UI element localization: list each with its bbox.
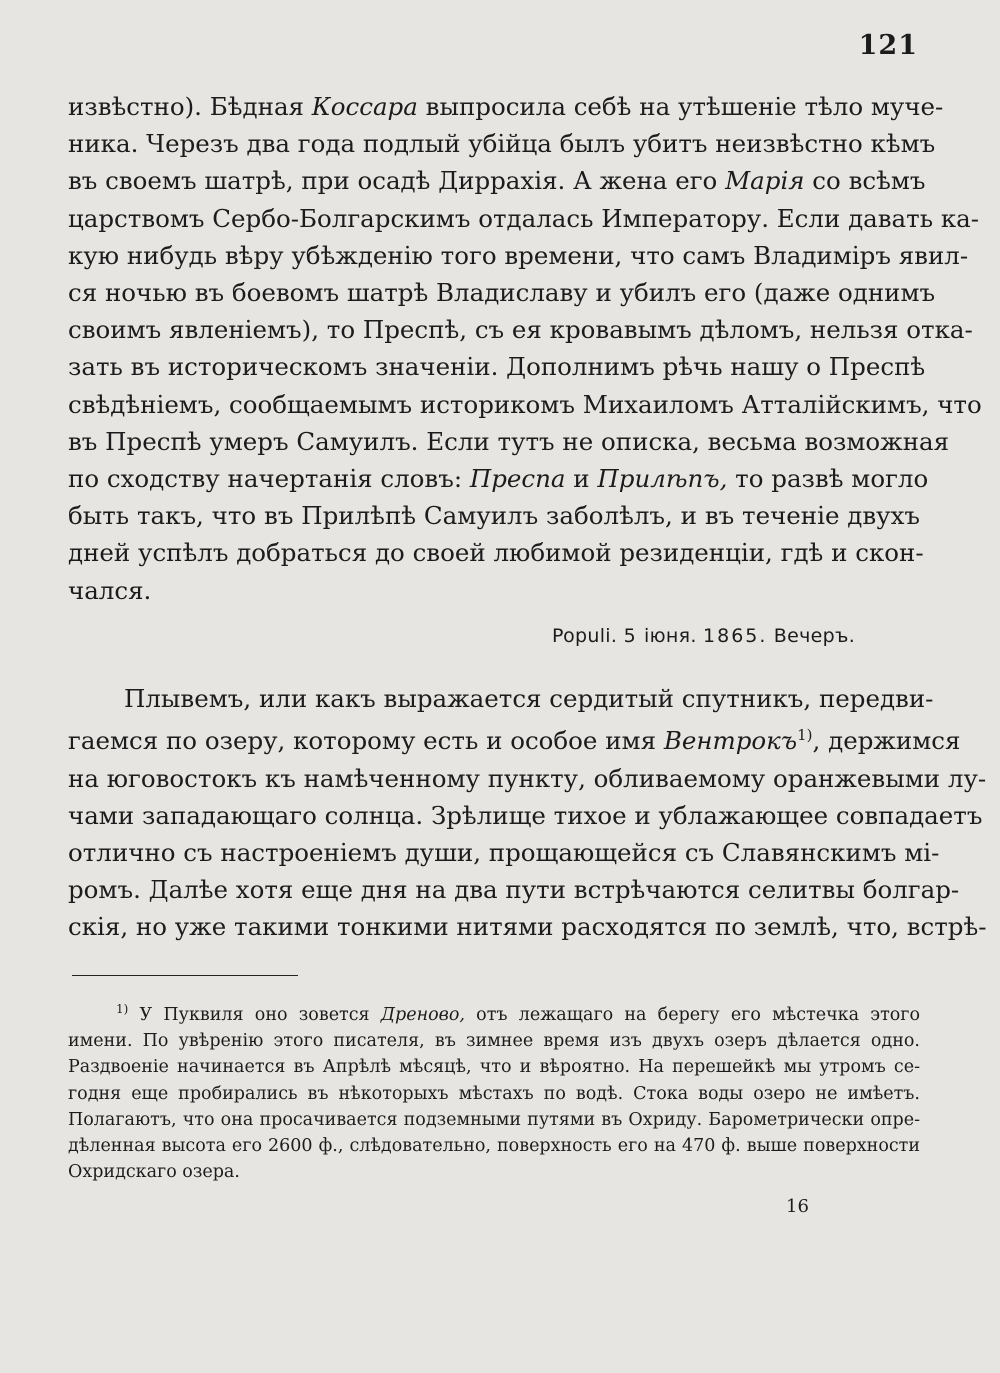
text-span: отъ лежащаго на берегу его мѣстечка этого <box>464 1005 920 1025</box>
text-line <box>68 460 929 497</box>
signature-mark: 16 <box>786 1196 809 1217</box>
dateline-month: іюня. <box>644 625 697 647</box>
text-line: своимъ явленіемъ), то Преспѣ, съ ея кровавымъ дѣломъ, нельзя отка- <box>68 315 973 345</box>
italic-name: Вентрокъ <box>663 726 798 756</box>
italic-name: Коссара <box>311 92 418 121</box>
text-line: чами западающаго солнца. Зрѣлище тихое и ублажающее совпадаетъ <box>68 800 983 830</box>
text-line: чался. <box>68 575 152 605</box>
text-span: У Пуквиля оно зовется <box>128 1005 381 1025</box>
dateline-place: Populi. <box>552 625 618 647</box>
footnote-marker: 1) <box>116 1002 129 1016</box>
text-line: Раздвоеніе начинается въ Апрѣлѣ мѣсяцѣ, что и вѣроятно. На перешейкѣ мы утромъ се- <box>68 1057 920 1078</box>
paragraph-1 <box>68 88 982 609</box>
text-line: Охридскаго озера. <box>68 1162 240 1183</box>
text-line: имени. По увѣренію этого писателя, въ зимнее время изъ двухъ озеръ дѣлается одно. <box>68 1031 920 1052</box>
text-line: годня еще пробирались въ нѣкоторыхъ мѣстахъ по водѣ. Стока воды озеро не имѣетъ. <box>68 1083 920 1104</box>
text-span: , держимся <box>812 726 961 756</box>
text-line: зать въ историческомъ значеніи. Дополнимъ рѣчь нашу о Преспѣ <box>68 352 926 382</box>
italic-name: Марія <box>725 166 805 196</box>
dateline <box>552 625 855 647</box>
footnote <box>68 996 920 1185</box>
text-line: быть такъ, что въ Прилѣпѣ Самуилъ заболѣлъ, и въ теченіе двухъ <box>68 501 920 531</box>
text-line: царствомъ Сербо-Болгарскимъ отдалась Императору. Если давать ка- <box>68 203 980 233</box>
paragraph-2 <box>68 680 987 946</box>
text-line <box>68 717 961 759</box>
text-line: ромъ. Далѣе хотя еще дня на два пути встрѣчаются селитвы болгар- <box>68 875 960 905</box>
text-line: на юговостокъ къ намѣченному пункту, обливаемому оранжевыми лу- <box>68 763 987 793</box>
dateline-day: 5 <box>623 625 638 647</box>
text-line <box>68 996 920 1028</box>
italic-name: Преспа <box>469 464 566 494</box>
text-span: извѣстно). Бѣдная <box>68 92 312 121</box>
text-span: и <box>565 464 598 494</box>
text-span: выпросила себѣ на утѣшеніе тѣло муче- <box>417 92 944 121</box>
italic-name: Прилѣпъ, <box>597 464 728 494</box>
text-span: по сходству начертанія словъ: <box>68 464 470 494</box>
text-line: скія, но уже такими тонкими нитями расходятся по землѣ, что, встрѣ- <box>68 912 987 942</box>
text-span: гаемся по озеру, которому есть и особое имя <box>68 726 664 756</box>
text-line: свѣдѣніемъ, сообщаемымъ историкомъ Михаиломъ Атталійскимъ, что <box>68 389 982 419</box>
text-span: въ своемъ шатрѣ, при осадѣ Диррахія. А жена его <box>68 166 726 196</box>
page-number: 121 <box>858 30 918 61</box>
text-line: Полагаютъ, что она просачивается подземными путями въ Охриду. Барометрически опре- <box>68 1109 920 1130</box>
italic-name: Дреново, <box>380 1005 465 1025</box>
text-line: Плывемъ, или какъ выражается сердитый спутникъ, передви- <box>124 684 934 713</box>
text-line <box>68 88 944 125</box>
text-line <box>68 162 926 199</box>
text-line: кую нибудь вѣру убѣжденію того времени, что самъ Владиміръ явил- <box>68 240 969 270</box>
text-line: ся ночью въ боевомъ шатрѣ Владиславу и убилъ его (даже однимъ <box>68 278 936 308</box>
text-span: со всѣмъ <box>804 166 926 196</box>
text-line: отлично съ настроеніемъ души, прощающейся съ Славянскимъ мі- <box>68 837 940 867</box>
text-line: дней успѣлъ добраться до своей любимой резиденціи, гдѣ и скон- <box>68 538 924 568</box>
text-span: то развѣ могло <box>727 464 929 494</box>
dateline-year: 1865. <box>703 625 768 647</box>
text-line: въ Преспѣ умеръ Самуилъ. Если тутъ не описка, весьма возможная <box>68 426 950 456</box>
footnote-divider <box>72 975 298 976</box>
dateline-time: Вечеръ. <box>773 625 856 647</box>
text-line: ника. Черезъ два года подлый убійца былъ убитъ неизвѣстно кѣмъ <box>68 129 936 159</box>
footnote-ref: 1) <box>797 726 813 745</box>
text-line: дѣленная высота его 2600 ф., слѣдовательно, поверхность его на 470 ф. выше поверхности <box>68 1136 920 1157</box>
